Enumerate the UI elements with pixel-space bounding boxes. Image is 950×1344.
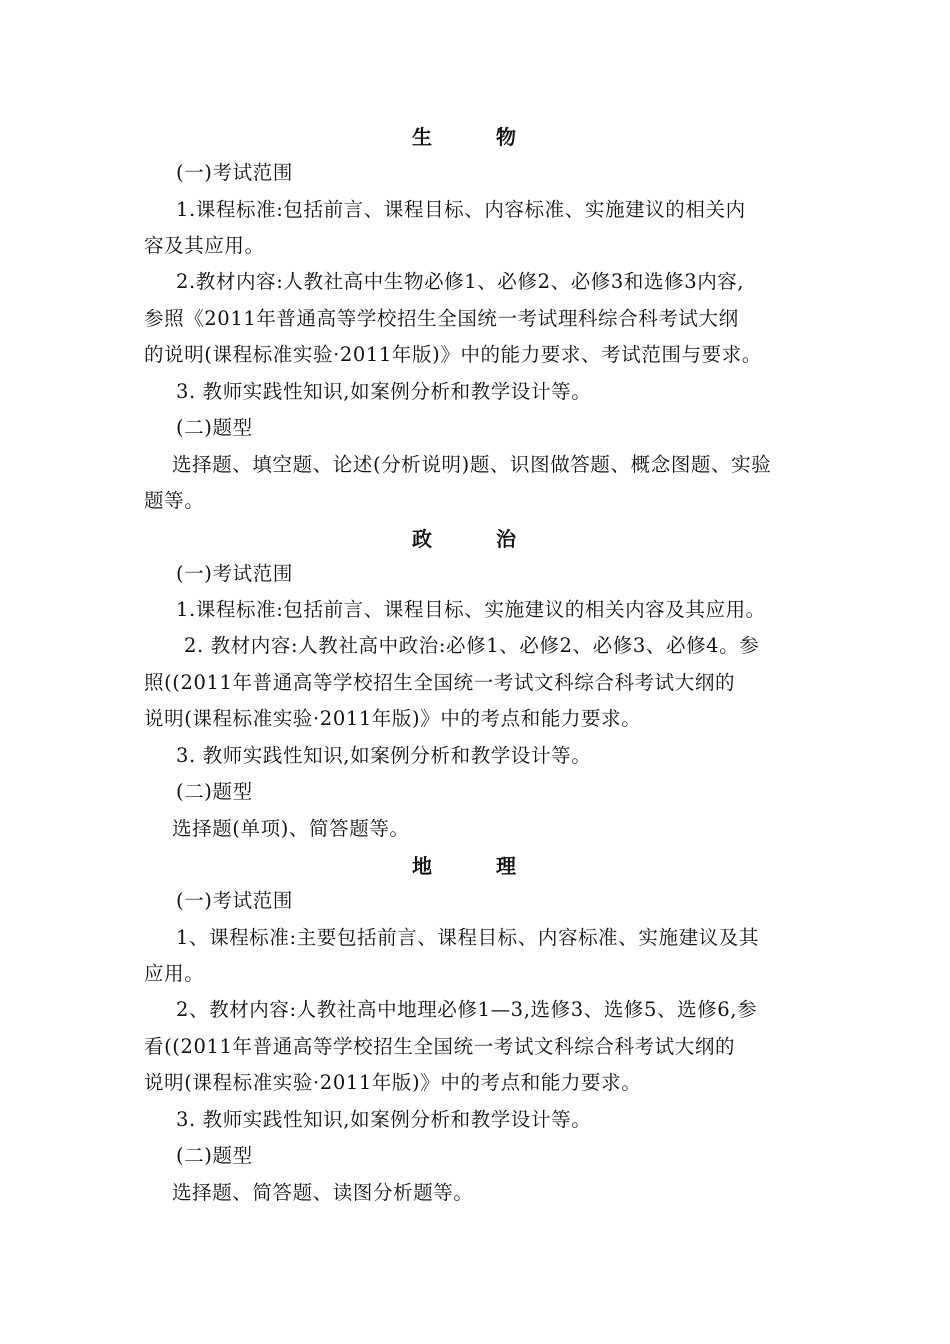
paragraph-line: 选择题、填空题、论述(分析说明)题、识图做答题、概念图题、实验 (172, 453, 772, 476)
paragraph-line: 说明(课程标准实验·2011年版)》中的考点和能力要求。 (144, 707, 642, 730)
paragraph-line: 说明(课程标准实验·2011年版)》中的考点和能力要求。 (144, 1071, 642, 1094)
paragraph-line: 选择题、简答题、读图分析题等。 (172, 1181, 474, 1204)
paragraph-line: 3. 教师实践性知识,如案例分析和教学设计等。 (176, 1108, 592, 1131)
paragraph-line: 2.教材内容:人教社高中生物必修1、必修2、必修3和选修3内容, (176, 270, 745, 293)
exam-scope-heading: (一)考试范围 (176, 161, 293, 184)
question-type-heading: (二)题型 (176, 1144, 253, 1167)
paragraph-line: 2. 教材内容:人教社高中政治:必修1、必修2、必修3、必修4。参 (184, 634, 760, 657)
section-title-politics: 政 治 (412, 527, 538, 551)
question-type-heading: (二)题型 (176, 416, 253, 439)
paragraph-line: 2、教材内容:人教社高中地理必修1—3,选修3、选修5、选修6,参 (176, 998, 758, 1021)
paragraph-line: 1.课程标准:包括前言、课程目标、实施建议的相关内容及其应用。 (176, 598, 766, 621)
paragraph-line: 3. 教师实践性知识,如案例分析和教学设计等。 (176, 744, 592, 767)
paragraph-line: 3. 教师实践性知识,如案例分析和教学设计等。 (176, 380, 592, 403)
paragraph-line: 容及其应用。 (144, 234, 265, 257)
paragraph-line: 1.课程标准:包括前言、课程目标、内容标准、实施建议的相关内 (176, 198, 746, 221)
paragraph-line: 选择题(单项)、简答题等。 (172, 817, 410, 840)
section-title-geography: 地 理 (412, 854, 538, 878)
paragraph-line: 应用。 (144, 962, 205, 985)
paragraph-line: 的说明(课程标准实验·2011年版)》中的能力要求、考试范围与要求。 (144, 343, 762, 366)
paragraph-line: 1、课程标准:主要包括前言、课程目标、内容标准、实施建议及其 (176, 926, 759, 949)
question-type-heading: (二)题型 (176, 780, 253, 803)
paragraph-line: 参照《2011年普通高等学校招生全国统一考试理科综合科考试大纲 (144, 307, 739, 330)
paragraph-line: 看((2011年普通高等学校招生全国统一考试文科综合科考试大纲的 (144, 1035, 736, 1058)
paragraph-line: 题等。 (144, 489, 205, 512)
exam-scope-heading: (一)考试范围 (176, 889, 293, 912)
paragraph-line: 照((2011年普通高等学校招生全国统一考试文科综合科考试大纲的 (144, 671, 736, 694)
section-title-biology: 生 物 (412, 125, 538, 149)
exam-scope-heading: (一)考试范围 (176, 562, 293, 585)
